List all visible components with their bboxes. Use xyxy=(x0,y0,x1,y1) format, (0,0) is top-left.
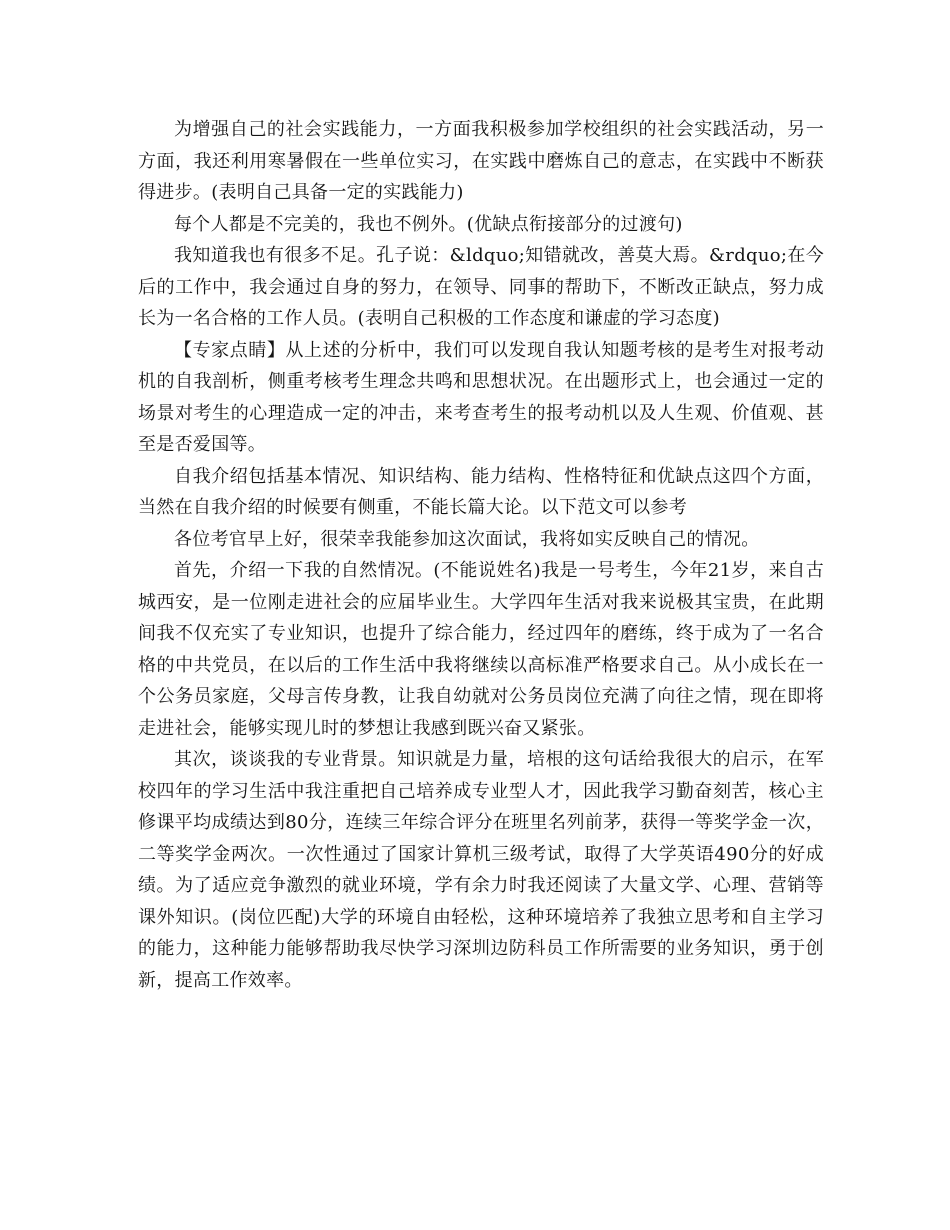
paragraph-basic-info: 首先，介绍一下我的自然情况。(不能说姓名)我是一号考生，今年21岁，来自古城西安，是一位刚走进社会的应届毕业生。大学四年生活对我来说极其宝贵，在此期间我不仅充实了专业知识，也提升了综合能力，经过四年的磨练，终于成为了一名合格的中共党员，在以后的工作生活中我将继续以高标准严格要求自己。从小成长在一个公务员家庭，父母言传身教，让我自幼就对公务员岗位充满了向往之情，现在即将走进社会，能够实现儿时的梦想让我感到既兴奋又紧张。 xyxy=(138,560,824,739)
paragraph-self-intro-guide: 自我介绍包括基本情况、知识结构、能力结构、性格特征和优缺点这四个方面，当然在自我介绍的时候要有侧重，不能长篇大论。以下范文可以参考 xyxy=(138,465,824,518)
document-body xyxy=(138,114,824,996)
paragraph-shortcomings: 我知道我也有很多不足。孔子说：&ldquo;知错就改，善莫大焉。&rdquo;在今后的工作中，我会通过自身的努力，在领导、同事的帮助下，不断改正缺点，努力成长为一名合格的工作人员。(表明自己积极的工作态度和谦虚的学习态度) xyxy=(138,245,824,329)
paragraph-transition: 每个人都是不完美的，我也不例外。(优缺点衔接部分的过渡句) xyxy=(174,213,683,235)
paragraph-greeting: 各位考官早上好，很荣幸我能参加这次面试，我将如实反映自己的情况。 xyxy=(174,528,760,550)
paragraph-expert-comment: 【专家点睛】从上述的分析中，我们可以发现自我认知题考核的是考生对报考动机的自我剖析，侧重考核考生理念共鸣和思想状况。在出题形式上，也会通过一定的场景对考生的心理造成一定的冲击，来考查考生的报考动机以及人生观、价值观、甚至是否爱国等。 xyxy=(138,339,824,455)
paragraph-professional-background: 其次，谈谈我的专业背景。知识就是力量，培根的这句话给我很大的启示，在军校四年的学习生活中我注重把自己培养成专业型人才，因此我学习勤奋刻苦，核心主修课平均成绩达到80分，连续三年综合评分在班里名列前茅，获得一等奖学金一次，二等奖学金两次。一次性通过了国家计算机三级考试，取得了大学英语490分的好成绩。为了适应竞争激烈的就业环境，学有余力时我还阅读了大量文学、心理、营销等课外知识。(岗位匹配)大学的环境自由轻松，这种环境培养了我独立思考和自主学习的能力，这种能力能够帮助我尽快学习深圳边防科员工作所需要的业务知识，勇于创新，提高工作效率。 xyxy=(138,749,824,991)
paragraph-practice-ability: 为增强自己的社会实践能力，一方面我积极参加学校组织的社会实践活动，另一方面，我还利用寒暑假在一些单位实习，在实践中磨炼自己的意志，在实践中不断获得进步。(表明自己具备一定的实践能力) xyxy=(138,119,824,203)
